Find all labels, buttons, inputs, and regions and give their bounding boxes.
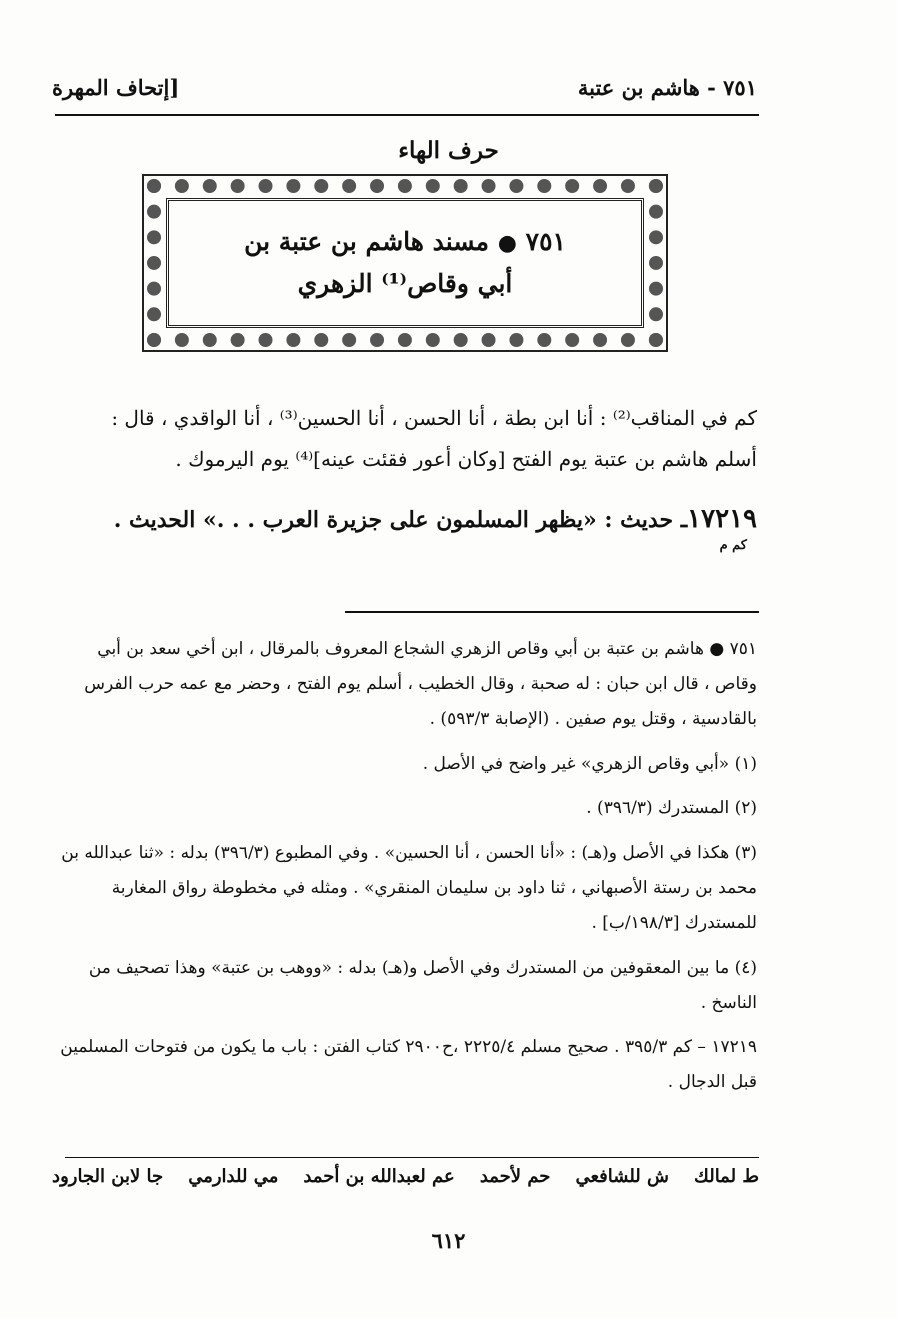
footnote: ١٧٢١٩ – كم ٣٩٥/٣ . صحيح مسلم ٢٢٢٥/٤ ،ح٢٩٠٠ كتاب الفتن : باب ما يكون من فتوحات المسلمين قبل الدجال . xyxy=(60,1037,757,1093)
running-head xyxy=(52,60,757,100)
musnad-heading xyxy=(166,198,644,328)
running-head-entry: ٧٥١ - هاشم بن عتبة xyxy=(577,75,757,100)
heading-number: ٧٥١ xyxy=(525,226,566,256)
hadith-source-refs: كم م xyxy=(719,538,747,553)
running-head-book: [إتحاف المهرة xyxy=(52,75,180,100)
bullet-icon: ● xyxy=(497,229,517,256)
heading-text-2: أبي وقاص⁽¹⁾ الزهري xyxy=(297,269,513,298)
body-line: كم في المناقب⁽²⁾ : أنا ابن بطة ، أنا الحسن ، أنا الحسين⁽³⁾ ، أنا الواقدي ، قال : xyxy=(111,406,757,430)
header-rule xyxy=(55,114,759,116)
legend-item: ط لمالك xyxy=(694,1166,759,1187)
legend-item: حم لأحمد xyxy=(479,1166,551,1187)
footnote: (١) «أبي وقاص الزهري» غير واضح في الأصل . xyxy=(422,753,757,774)
hadith-entry xyxy=(52,500,757,539)
legend-item: عم لعبدالله بن أحمد xyxy=(303,1166,455,1187)
body-paragraph xyxy=(52,398,757,480)
hadith-number: ١٧٢١٩ xyxy=(687,504,757,534)
section-title: حرف الهاء xyxy=(398,137,499,164)
footnote: (٤) ما بين المعقوفين من المستدرك وفي الأصل و(هـ) بدله : «ووهب بن عتبة» وهذا تصحيف من الناسخ . xyxy=(88,957,757,1013)
footnotes xyxy=(52,632,757,1110)
footnote: (٢) المستدرك (٣٩٦/٣) . xyxy=(586,798,757,819)
heading-line-1 xyxy=(244,221,566,264)
heading-text-1: مسند هاشم بن عتبة بن xyxy=(244,226,490,256)
legend-item: ش للشافعي xyxy=(575,1166,669,1187)
footnote-rule xyxy=(345,611,759,613)
abbreviation-legend xyxy=(52,1166,759,1187)
body-line: أسلم هاشم بن عتبة يوم الفتح [وكان أعور فقئت عينه]⁽⁴⁾ يوم اليرموك . xyxy=(175,447,757,471)
ornamental-frame xyxy=(142,174,668,352)
legend-item: مي للدارمي xyxy=(188,1166,279,1187)
legend-item: جا لابن الجارود xyxy=(52,1166,164,1187)
page-number: ٦١٢ xyxy=(431,1228,466,1253)
legend-rule xyxy=(65,1157,759,1158)
footnote: ٧٥١ ● هاشم بن عتبة بن أبي وقاص الزهري الشجاع المعروف بالمرقال ، ابن أخي سعد بن أبي وقاص ، قال ابن حبان : له صحبة ، وقال الخطيب ، أسلم يوم الفتح ، وحضر مع عمه حرب الفرس بالقادسية ، وقتل يوم صفين . (الإصابة ٥٩٣/٣) . xyxy=(84,639,757,729)
hadith-text: ـ حديث : «يظهر المسلمون على جزيرة العرب . . .» الحديث . xyxy=(113,507,688,533)
footnote: (٣) هكذا في الأصل و(هـ) : «أنا الحسن ، أنا الحسين» . وفي المطبوع (٣٩٦/٣) بدله : «ثنا عبدالله بن محمد بن رستة الأصبهاني ، ثنا داود بن سليمان المنقري» . ومثله في مخطوطة رواق المغاربة للمستدرك [١٩٨/٣/ب] . xyxy=(61,843,757,933)
